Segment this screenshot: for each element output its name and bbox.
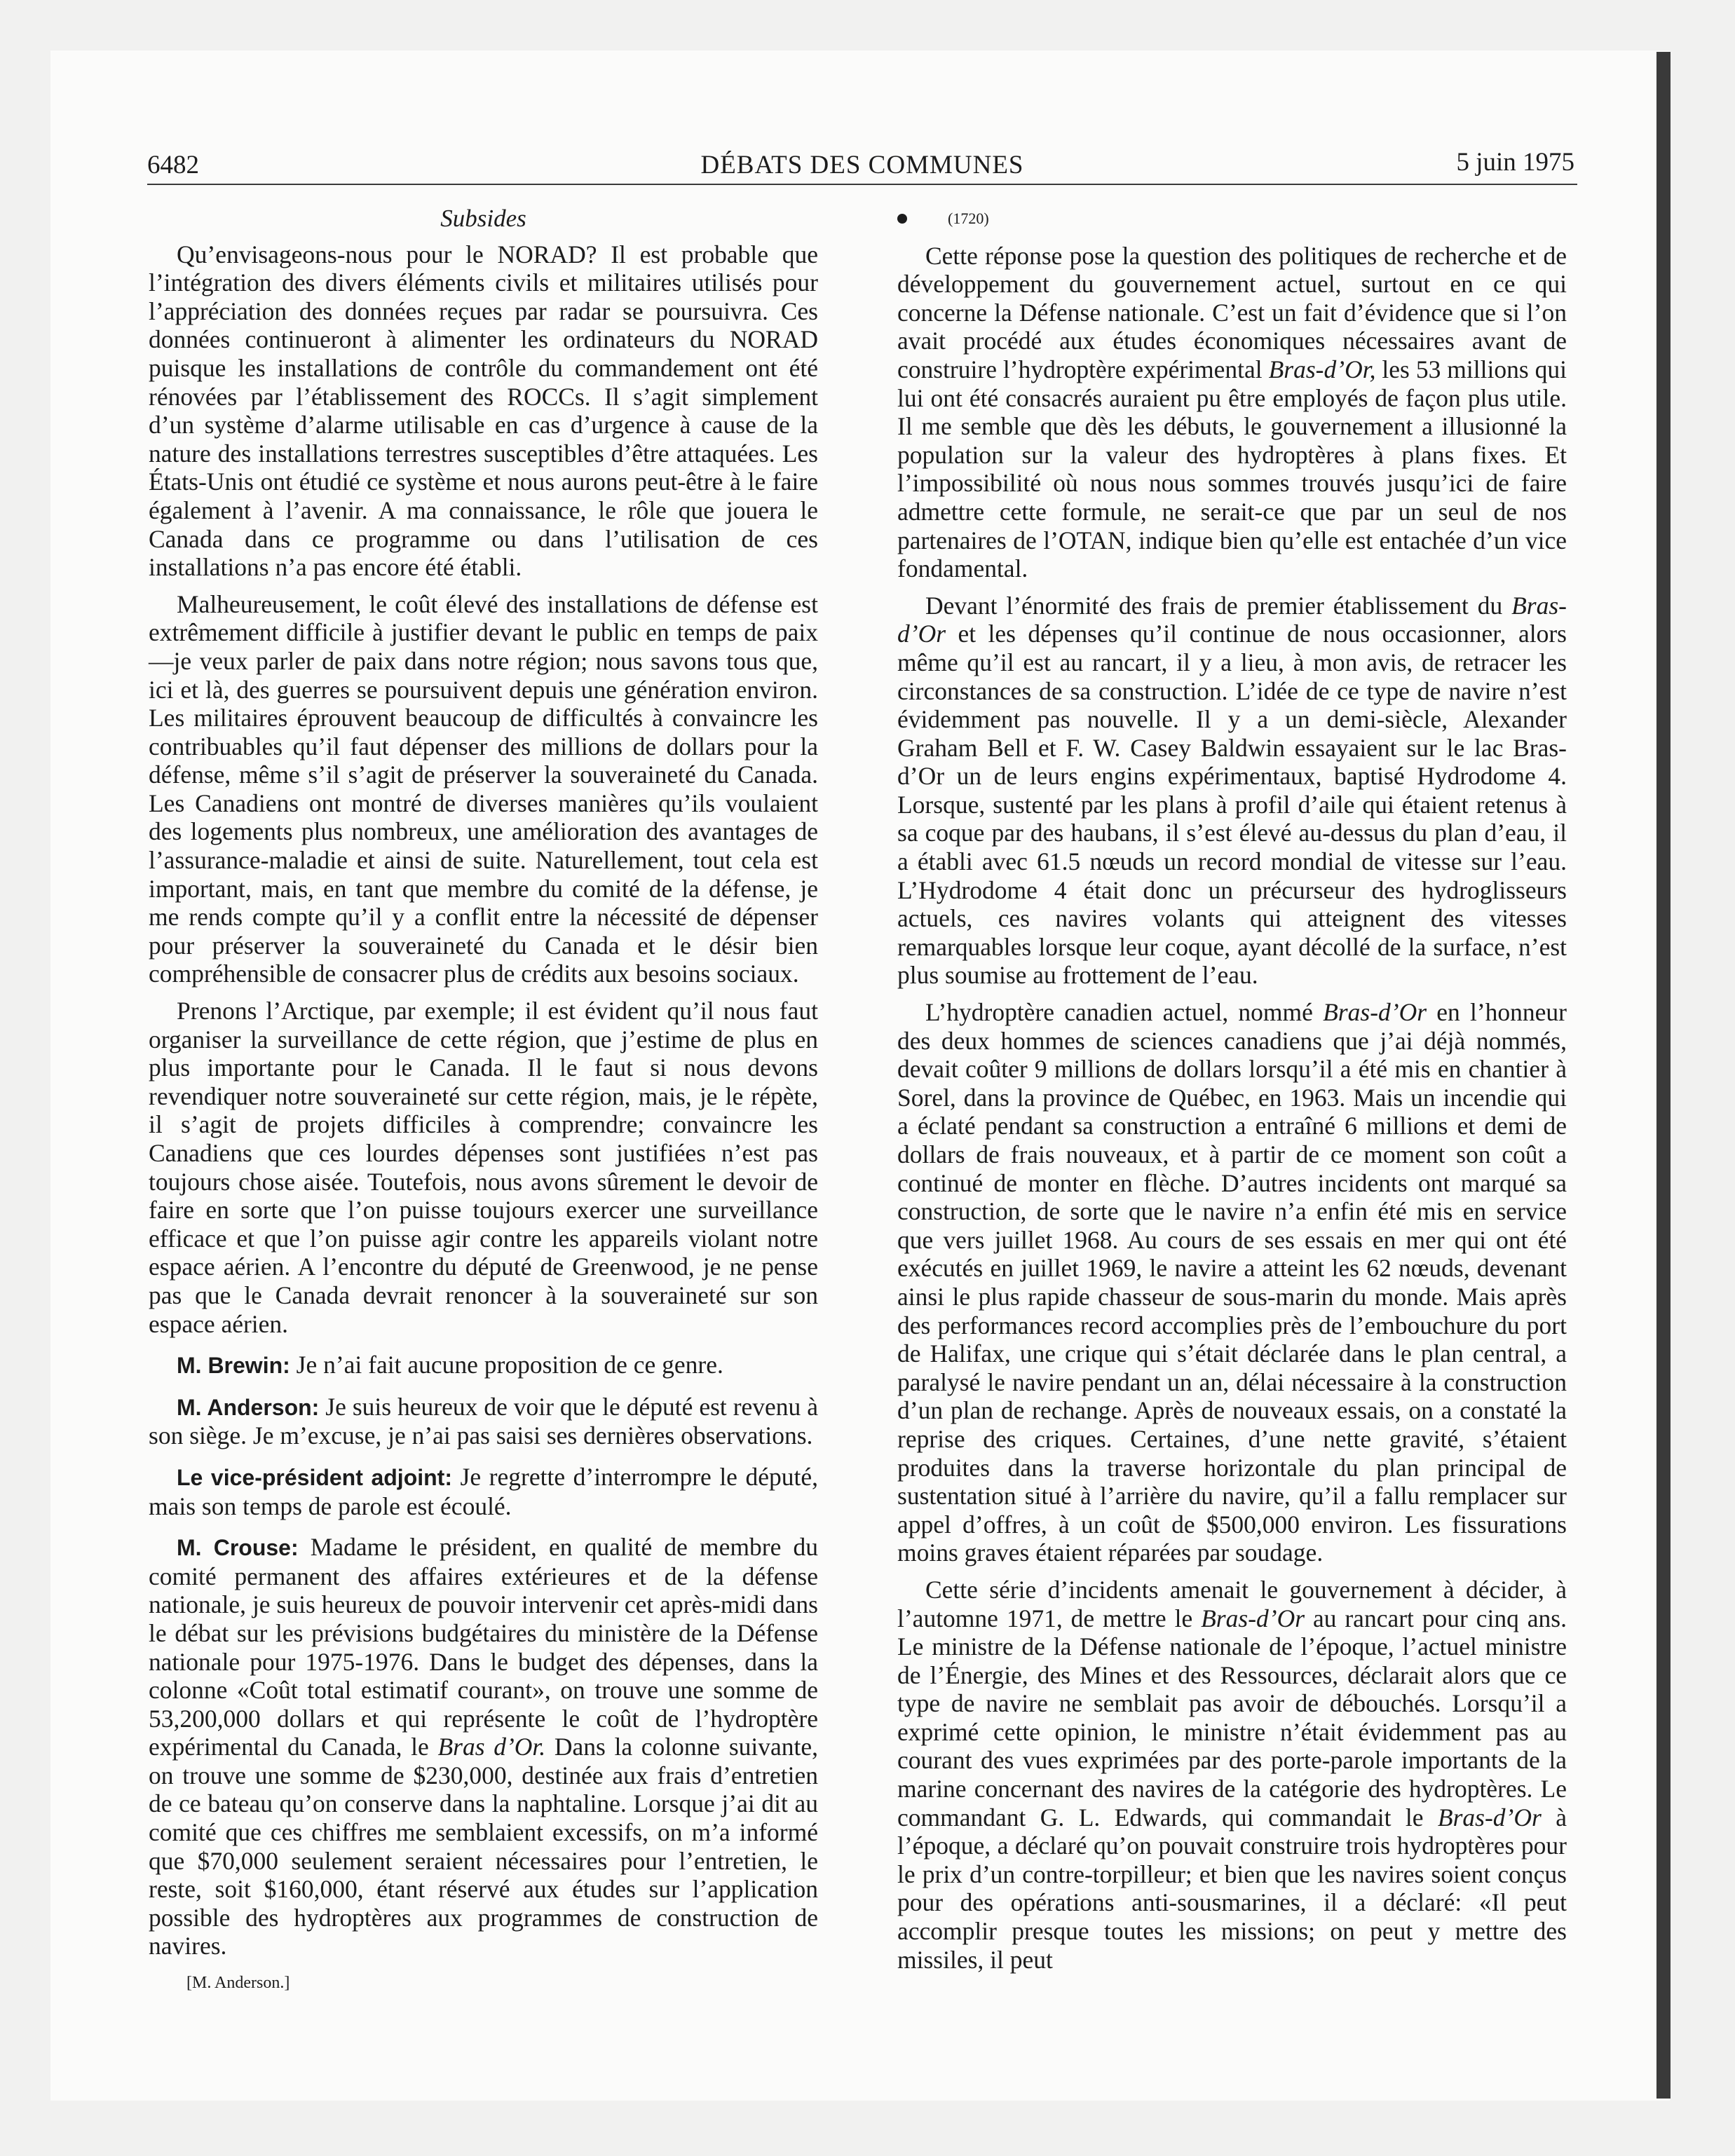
ship-name: Bras-d’Or — [1323, 998, 1427, 1027]
bullet-icon — [897, 214, 907, 224]
paragraph-text: en l’honneur des deux hommes de sciences canadiens que j’ai déjà nommés, devait coûter 9 millions de dollars lorsqu’il a été mis en chantier à Sorel, dans la province de Québec, en 1963. Mais un incendie qui a éclaté pendant sa construction a entraîné 6 millions et demi de dollars de frais nouveaux, et à partir de ce moment son coût a continué de monter en flèche. D’autres incidents ont marqué sa construction, de sorte que le navire n’a enfin été mis en service que vers juillet 1968. Au cours de ses essais en mer qui ont été exécutés en juillet 1969, le navire a atteint les 62 nœuds, devenant ainsi le plus rapide chasseur de sous-marin du monde. Mais après des performances record accomplies près de l’embouchure du port de Halifax, une crique qui s’était déclarée dans le plan central, a paralysé le navire pendant un an, délai nécessaire à la construction d’un plan de rechange. Après de nouveaux essais, on a constaté la reprise des criques. Certaines, d’une nette gravité, s’étaient produites dans la traverse horizontale du plan principal de sustentation situé à l’arrière du navire, qu’il a fallu remplacer sur appel d’offres, à un coût de $500,000 environ. Les fissurations moins graves étaient réparées par soudage. — [897, 998, 1567, 1567]
speaker-note: [M. Anderson.] — [186, 1974, 290, 1993]
speech-text: Je suis heureux de voir que le député est revenu à son siège. Je m’excuse, je n’ai pas saisi ses dernières observations. — [149, 1392, 819, 1450]
ship-name: Bras-d’Or — [1201, 1604, 1305, 1632]
ship-name: Bras-d’Or, — [1268, 355, 1376, 383]
left-column — [149, 205, 818, 2006]
paragraph-text: L’hydroptère canadien actuel, nommé — [925, 998, 1324, 1027]
paragraph-text: à l’époque, a déclaré qu’on pouvait construire trois hydroptères pour le prix d’un contre-torpilleur; et bien que les navires soient conçus pour des opérations anti-sousmarines, il a déclaré: «Il peut accomplir presque toutes les missions; on peut y mettre des missiles, il peut — [897, 1803, 1567, 1974]
paragraph — [897, 592, 1567, 990]
speaker-name: M. Brewin: — [177, 1353, 290, 1379]
journal-title: DÉBATS DES COMMUNES — [700, 151, 1024, 179]
page-header — [147, 147, 1577, 185]
speech-anderson — [149, 1393, 818, 1450]
paragraph-text: Cette série d’incidents amenait le gouvernement à décider, à l’automne 1971, de mettre le — [897, 1575, 1567, 1632]
paragraph-text: au rancart pour cinq ans. Le ministre de la Défense nationale de l’époque, l’actuel ministre de l’Énergie, des Mines et des Ressources, déclarait alors que ce type de navire ne semblait pas avoir de débouchés. Lorsqu’il a exprimé cette opinion, le ministre n’était évidemment pas au courant des vues exprimées par des porte-parole importants de la marine concernant des navires de la catégorie des hydroptères. Le commandant G. L. Edwards, qui commandait le — [897, 1604, 1567, 1831]
speaker-name: M. Anderson: — [177, 1394, 320, 1420]
speech-text: Je regrette d’interrompre le député, mais son temps de parole est écoulé. — [149, 1462, 819, 1520]
speaker-name: Le vice-président adjoint: — [177, 1464, 452, 1490]
ship-name: Bras-d’Or — [897, 591, 1567, 648]
ship-name: Bras d’Or. — [437, 1733, 546, 1761]
paragraph — [897, 998, 1567, 1567]
page-number: 6482 — [147, 151, 199, 179]
speech-text: Madame le président, en qualité de membre du comité permanent des affaires extérieures et de la défense nationale, je suis heureux de pouvoir intervenir cet après-midi dans le débat sur les prévisions budgétaires du ministère de la Défense nationale pour 1975-1976. Dans le budget des dépenses, dans la colonne «Coût total estimatif courant», on trouve une somme de 53,200,000 dollars et qui représente le coût de l’hydroptère expérimental du Canada, le — [149, 1533, 819, 1761]
paragraph — [897, 242, 1567, 583]
paragraph-text: Devant l’énormité des frais de premier établissement du — [925, 591, 1512, 620]
speech-text: Je n’ai fait aucune proposition de ce genre. — [290, 1351, 723, 1379]
time-marker — [897, 205, 1567, 233]
right-column — [897, 205, 1567, 1982]
speech-vice-president — [149, 1463, 818, 1520]
speech-text: Dans la colonne suivante, on trouve une somme de $230,000, destinée aux frais d’entretien de ce bateau qu’on conserve dans la naphtaline. Lorsque j’ai dit au comité que ces chiffres me semblaient excessifs, on m’a informé que $70,000 seulement seraient nécessaires pour l’entretien, le reste, soit $160,000, étant réservé aux études sur l’application possible des hydroptères aux programmes de construction de navires. — [149, 1733, 819, 1960]
paragraph-text: Cette réponse pose la question des politiques de recherche et de développement du gouvernement actuel, surtout en ce qui concerne la Défense nationale. C’est un fait d’évidence que si l’on avait procédé aux études économiques nécessaires avant de construire l’hydroptère expérimental — [897, 241, 1567, 383]
speech-brewin — [149, 1351, 818, 1380]
ship-name: Bras-d’Or — [1437, 1803, 1542, 1831]
section-title: Subsides — [440, 205, 526, 232]
time-marker-text: (1720) — [948, 210, 989, 227]
speaker-name: M. Crouse: — [177, 1535, 299, 1561]
paragraph — [897, 1576, 1567, 1974]
paragraph: Qu’envisageons-nous pour le NORAD? Il est probable que l’intégration des divers éléments civils et militaires utilisés pour l’appréciation des données reçues par radar se poursuivra. Ces données continueront à alimenter les ordinateurs du NORAD puisque les installations de contrôle du commandement ont été rénovées par l’établissement des ROCCs. Il s’agit simplement d’un système d’alarme utilisable en cas d’urgence à cause de la nature des installations terrestres susceptibles d’être attaquées. Les États-Unis ont étudié ce système et nous aurons peut-être à le faire également à l’avenir. A ma connaissance, le rôle que jouera le Canada dans ce programme ou dans l’utilisation de ces installations n’a pas encore été établi. — [149, 240, 818, 582]
speech-crouse — [149, 1533, 818, 1960]
paragraph-text: et les dépenses qu’il continue de nous occasionner, alors même qu’il est au rancart, il y a lieu, à mon avis, de retracer les circonstances de sa construction. L’idée de ce type de navire n’est évidemment pas nouvelle. Il y a un demi-siècle, Alexander Graham Bell et F. W. Casey Baldwin essayaient sur le lac Bras-d’Or un de leurs engins expérimentaux, baptisé Hydrodome 4. Lorsque, sustenté par les plans à profil d’aile qui étaient retenus à sa coque par des haubans, il s’est élevé au-dessus du plan d’eau, il a établi avec 61.5 nœuds un record mondial de vitesse sur l’eau. L’Hydrodome 4 était donc un précurseur des hydroglisseurs actuels, ces navires volants qui atteignent des vitesses remarquables lorsque leur coque, ayant décollé de la surface, n’est plus soumise au frottement de l’eau. — [897, 620, 1567, 990]
header-date: 5 juin 1975 — [1456, 148, 1574, 177]
paragraph: Malheureusement, le coût élevé des installations de défense est extrêmement difficile à justifier devant le public en temps de paix—je veux parler de paix dans notre région; nous savons tous que, ici et là, des guerres se poursuivent depuis une génération environ. Les militaires éprouvent beaucoup de difficultés à convaincre les contribuables qu’il faut dépenser des millions de dollars pour la défense, même s’il s’agit de préserver la souveraineté du Canada. Les Canadiens ont montré de diverses manières qu’ils voulaient des logements plus nombreux, une amélioration des avantages de l’assurance-maladie et ainsi de suite. Naturellement, tout cela est important, mais, en tant que membre du comité de la défense, je me rends compte qu’il y a conflit entre la nécessité de dépenser pour préserver la souveraineté du Canada et le désir bien compréhensible de consacrer plus de crédits aux besoins sociaux. — [149, 589, 818, 988]
scan-edge-bar — [1656, 52, 1671, 2099]
paragraph: Prenons l’Arctique, par exemple; il est évident qu’il nous faut organiser la surveillance de cette région, que j’estime de plus en plus importante pour le Canada. Il le faut si nous devons revendiquer notre souveraineté sur cette région, mais, je le répète, il s’agit de projets difficiles à comprendre; convaincre les Canadiens que ces lourdes dépenses sont justifiées n’est pas toujours chose aisée. Toutefois, nous avons sûrement le devoir de faire en sorte que l’on puisse toujours exercer une surveillance efficace et que l’on puisse agir contre les appareils violant notre espace aérien. A l’encontre du député de Greenwood, je ne pense pas que le Canada devrait renoncer à la souveraineté sur son espace aérien. — [149, 997, 818, 1338]
paragraph-text: les 53 millions qui lui ont été consacrés auraient pu être employés de façon plus utile. Il me semble que dès les débuts, le gouvernement a illusionné la population sur la valeur des hydroptères à plans fixes. Et l’impossibilité où nous nous sommes trouvés jusqu’ici de faire admettre cette formule, ne serait-ce que par un seul de nos partenaires de l’OTAN, indique bien qu’elle est entachée d’un vice fondamental. — [897, 355, 1567, 583]
